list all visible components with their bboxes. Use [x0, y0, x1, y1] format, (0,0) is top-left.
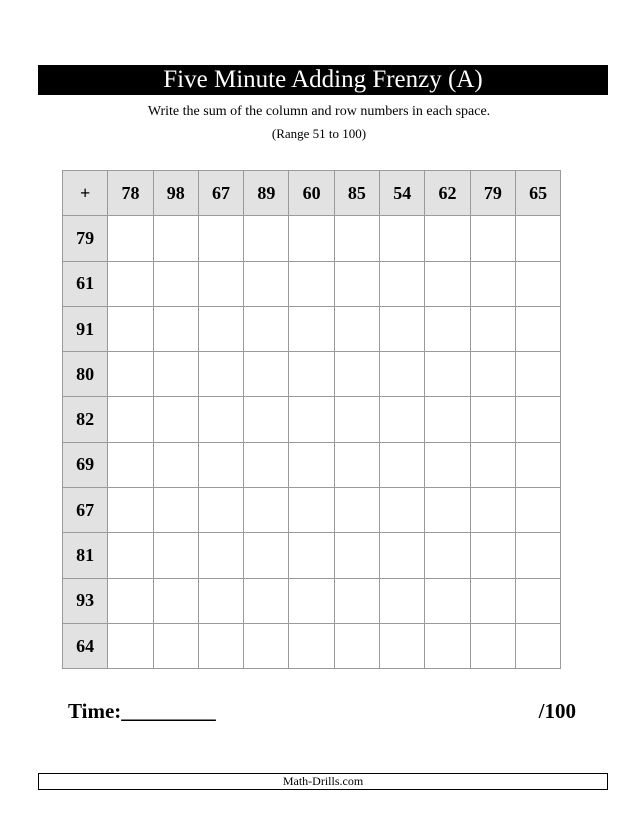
- answer-cell[interactable]: [244, 442, 289, 487]
- answer-cell[interactable]: [334, 533, 379, 578]
- answer-cell[interactable]: [289, 216, 334, 261]
- addition-grid: [62, 170, 561, 669]
- answer-cell[interactable]: [153, 533, 198, 578]
- answer-cell[interactable]: [425, 578, 470, 623]
- row-number-cell: 79: [63, 216, 108, 261]
- answer-cell[interactable]: [334, 216, 379, 261]
- answer-cell[interactable]: [153, 216, 198, 261]
- answer-cell[interactable]: [108, 352, 153, 397]
- answer-cell[interactable]: [515, 578, 560, 623]
- answer-cell[interactable]: [470, 623, 515, 668]
- answer-cell[interactable]: [289, 578, 334, 623]
- grid-row: [63, 306, 561, 351]
- row-number-cell: 91: [63, 306, 108, 351]
- answer-cell[interactable]: [198, 397, 243, 442]
- answer-cell[interactable]: [244, 352, 289, 397]
- answer-cell[interactable]: [289, 623, 334, 668]
- instructions-text: Write the sum of the column and row numbers in each space.: [147, 104, 491, 119]
- answer-cell[interactable]: [198, 442, 243, 487]
- answer-cell[interactable]: [244, 306, 289, 351]
- row-number-cell: 69: [63, 442, 108, 487]
- grid-row: [63, 352, 561, 397]
- answer-cell[interactable]: [470, 533, 515, 578]
- column-number-cell: 67: [198, 171, 243, 216]
- answer-cell[interactable]: [108, 488, 153, 533]
- answer-cell[interactable]: [198, 533, 243, 578]
- answer-cell[interactable]: [289, 488, 334, 533]
- row-number-cell: 82: [63, 397, 108, 442]
- answer-cell[interactable]: [380, 216, 425, 261]
- answer-cell[interactable]: [515, 488, 560, 533]
- answer-cell[interactable]: [470, 216, 515, 261]
- answer-cell[interactable]: [334, 488, 379, 533]
- grid-row: [63, 261, 561, 306]
- time-label: Time:_________: [68, 699, 216, 723]
- answer-cell[interactable]: [289, 397, 334, 442]
- answer-cell[interactable]: [380, 623, 425, 668]
- column-number-cell: 60: [289, 171, 334, 216]
- answer-cell[interactable]: [380, 306, 425, 351]
- answer-cell[interactable]: [153, 306, 198, 351]
- header-row: [63, 171, 561, 216]
- answer-cell[interactable]: [470, 352, 515, 397]
- answer-cell[interactable]: [515, 397, 560, 442]
- answer-cell[interactable]: [425, 442, 470, 487]
- answer-cell[interactable]: [515, 533, 560, 578]
- answer-cell[interactable]: [198, 352, 243, 397]
- answer-cell[interactable]: [515, 442, 560, 487]
- grid-row: [63, 442, 561, 487]
- answer-cell[interactable]: [334, 306, 379, 351]
- answer-cell[interactable]: [425, 488, 470, 533]
- answer-cell[interactable]: [515, 306, 560, 351]
- answer-cell[interactable]: [380, 261, 425, 306]
- answer-cell[interactable]: [153, 397, 198, 442]
- answer-cell[interactable]: [289, 261, 334, 306]
- answer-cell[interactable]: [153, 261, 198, 306]
- answer-cell[interactable]: [380, 578, 425, 623]
- answer-cell[interactable]: [244, 578, 289, 623]
- column-number-cell: 79: [470, 171, 515, 216]
- answer-cell[interactable]: [153, 578, 198, 623]
- answer-cell[interactable]: [153, 442, 198, 487]
- row-number-cell: 61: [63, 261, 108, 306]
- row-number-cell: 64: [63, 623, 108, 668]
- answer-cell[interactable]: [425, 306, 470, 351]
- answer-cell[interactable]: [153, 488, 198, 533]
- grid-row: [63, 533, 561, 578]
- grid-row: [63, 578, 561, 623]
- row-number-cell: 93: [63, 578, 108, 623]
- answer-cell[interactable]: [198, 488, 243, 533]
- footer-text: Math-Drills.com: [38, 773, 608, 790]
- answer-cell[interactable]: [425, 623, 470, 668]
- operator-cell: +: [63, 171, 108, 216]
- answer-cell[interactable]: [425, 533, 470, 578]
- answer-cell[interactable]: [425, 216, 470, 261]
- answer-cell[interactable]: [425, 397, 470, 442]
- answer-cell[interactable]: [244, 397, 289, 442]
- answer-cell[interactable]: [470, 397, 515, 442]
- answer-cell[interactable]: [470, 442, 515, 487]
- answer-cell[interactable]: [289, 442, 334, 487]
- answer-cell[interactable]: [334, 397, 379, 442]
- answer-cell[interactable]: [334, 442, 379, 487]
- answer-cell[interactable]: [380, 442, 425, 487]
- answer-cell[interactable]: [515, 216, 560, 261]
- answer-cell[interactable]: [108, 306, 153, 351]
- answer-cell[interactable]: [198, 578, 243, 623]
- answer-cell[interactable]: [425, 261, 470, 306]
- answer-cell[interactable]: [108, 442, 153, 487]
- answer-cell[interactable]: [198, 623, 243, 668]
- answer-cell[interactable]: [153, 623, 198, 668]
- answer-cell[interactable]: [380, 533, 425, 578]
- answer-cell[interactable]: [470, 578, 515, 623]
- answer-cell[interactable]: [108, 261, 153, 306]
- row-number-cell: 67: [63, 488, 108, 533]
- score-label: /100: [538, 699, 576, 723]
- answer-cell[interactable]: [244, 216, 289, 261]
- answer-cell[interactable]: [515, 352, 560, 397]
- grid-row: [63, 397, 561, 442]
- answer-cell[interactable]: [108, 216, 153, 261]
- answer-cell[interactable]: [380, 397, 425, 442]
- column-number-cell: 65: [515, 171, 560, 216]
- column-number-cell: 89: [244, 171, 289, 216]
- grid-row: [63, 488, 561, 533]
- grid-row: [63, 216, 561, 261]
- answer-cell[interactable]: [425, 352, 470, 397]
- answer-cell[interactable]: [198, 306, 243, 351]
- answer-cell[interactable]: [380, 352, 425, 397]
- answer-cell[interactable]: [244, 488, 289, 533]
- answer-cell[interactable]: [289, 533, 334, 578]
- answer-cell[interactable]: [470, 261, 515, 306]
- answer-cell[interactable]: [108, 623, 153, 668]
- answer-cell[interactable]: [244, 623, 289, 668]
- answer-cell[interactable]: [334, 578, 379, 623]
- answer-cell[interactable]: [153, 352, 198, 397]
- worksheet-title: Five Minute Adding Frenzy (A): [38, 65, 608, 95]
- answer-cell[interactable]: [108, 533, 153, 578]
- answer-cell[interactable]: [334, 352, 379, 397]
- answer-cell[interactable]: [289, 352, 334, 397]
- answer-cell[interactable]: [244, 261, 289, 306]
- column-number-cell: 78: [108, 171, 153, 216]
- answer-cell[interactable]: [198, 261, 243, 306]
- answer-cell[interactable]: [289, 306, 334, 351]
- column-number-cell: 85: [334, 171, 379, 216]
- answer-cell[interactable]: [515, 623, 560, 668]
- answer-cell[interactable]: [334, 623, 379, 668]
- row-number-cell: 80: [63, 352, 108, 397]
- answer-cell[interactable]: [108, 578, 153, 623]
- grid-row: [63, 623, 561, 668]
- column-number-cell: 62: [425, 171, 470, 216]
- answer-cell[interactable]: [108, 397, 153, 442]
- range-text: (Range 51 to 100): [271, 126, 367, 141]
- column-number-cell: 54: [380, 171, 425, 216]
- answer-cell[interactable]: [244, 533, 289, 578]
- answer-cell[interactable]: [198, 216, 243, 261]
- answer-cell[interactable]: [470, 306, 515, 351]
- column-number-cell: 98: [153, 171, 198, 216]
- answer-cell[interactable]: [470, 488, 515, 533]
- row-number-cell: 81: [63, 533, 108, 578]
- answer-cell[interactable]: [334, 261, 379, 306]
- answer-cell[interactable]: [515, 261, 560, 306]
- answer-cell[interactable]: [380, 488, 425, 533]
